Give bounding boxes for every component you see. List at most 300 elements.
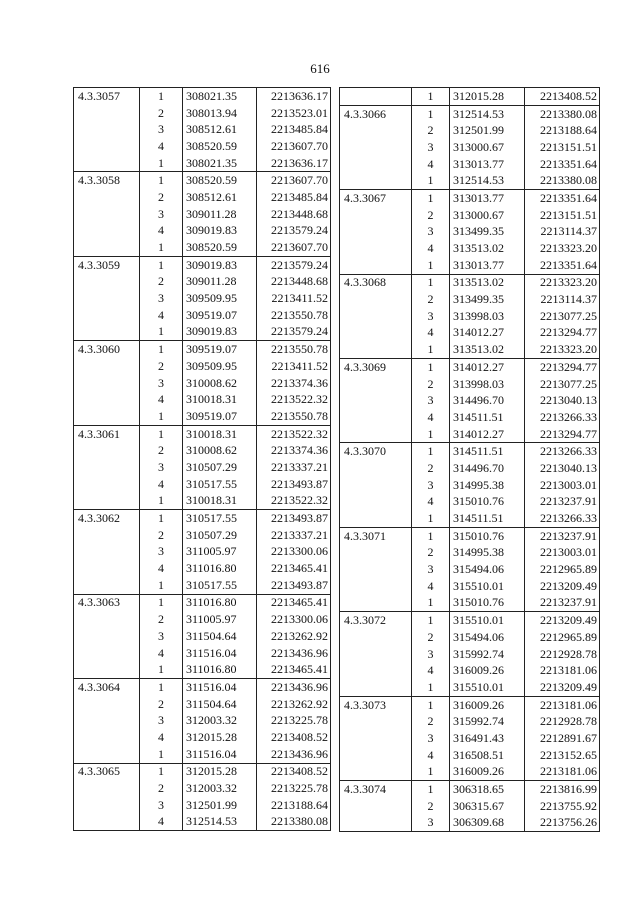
point-index: 2 — [140, 442, 183, 459]
coordinate-row — [340, 510, 600, 527]
x-coordinate: 315510.01 — [450, 612, 525, 629]
page-number: 616 — [310, 61, 330, 76]
x-coordinate: 316491.43 — [450, 730, 525, 747]
point-index: 2 — [412, 291, 450, 308]
y-coordinate: 2213493.87 — [257, 577, 331, 594]
parcel-id: 4.3.3071 — [340, 527, 412, 544]
point-index: 1 — [412, 527, 450, 544]
coordinate-row — [340, 105, 600, 122]
x-coordinate: 311516.04 — [183, 679, 257, 696]
coordinate-row — [340, 662, 600, 679]
coordinate-row — [74, 307, 331, 324]
point-index: 2 — [412, 207, 450, 224]
parcel-id — [74, 459, 140, 476]
y-coordinate: 2213040.13 — [525, 460, 600, 477]
parcel-id — [74, 544, 140, 561]
point-index: 2 — [412, 629, 450, 646]
y-coordinate: 2213266.33 — [525, 409, 600, 426]
parcel-id — [340, 545, 412, 562]
parcel-id — [74, 121, 140, 138]
y-coordinate: 2213448.68 — [257, 206, 331, 223]
parcel-id: 4.3.3063 — [74, 594, 140, 611]
y-coordinate: 2213188.64 — [257, 797, 331, 814]
x-coordinate: 314995.38 — [450, 477, 525, 494]
y-coordinate: 2213380.08 — [257, 814, 331, 831]
parcel-id — [340, 172, 412, 189]
x-coordinate: 309011.28 — [183, 206, 257, 223]
parcel-id — [340, 224, 412, 241]
x-coordinate: 315494.06 — [450, 561, 525, 578]
coordinate-row — [74, 746, 331, 763]
x-coordinate: 316009.26 — [450, 662, 525, 679]
parcel-id — [74, 729, 140, 746]
coordinate-row — [74, 679, 331, 696]
y-coordinate: 2213465.41 — [257, 594, 331, 611]
point-index: 3 — [412, 730, 450, 747]
point-index: 3 — [140, 544, 183, 561]
x-coordinate: 315494.06 — [450, 629, 525, 646]
point-index: 2 — [140, 358, 183, 375]
y-coordinate: 2213636.17 — [257, 88, 331, 105]
coordinate-row — [74, 341, 331, 358]
parcel-id: 4.3.3066 — [340, 105, 412, 122]
coordinate-row — [74, 628, 331, 645]
coordinate-row — [74, 560, 331, 577]
coordinate-row — [340, 426, 600, 443]
y-coordinate: 2213408.52 — [525, 88, 600, 106]
parcel-id — [340, 376, 412, 393]
x-coordinate: 309509.95 — [183, 358, 257, 375]
point-index: 3 — [140, 628, 183, 645]
parcel-id — [340, 392, 412, 409]
parcel-id — [340, 156, 412, 173]
parcel-id: 4.3.3065 — [74, 763, 140, 780]
coordinate-row — [340, 781, 600, 798]
coordinate-row — [74, 442, 331, 459]
parcel-id — [74, 527, 140, 544]
x-coordinate: 312003.32 — [183, 712, 257, 729]
parcel-id — [340, 747, 412, 764]
coordinate-row — [74, 425, 331, 442]
x-coordinate: 311504.64 — [183, 696, 257, 713]
y-coordinate: 2213337.21 — [257, 527, 331, 544]
point-index: 4 — [412, 747, 450, 764]
y-coordinate: 2213114.37 — [525, 291, 600, 308]
point-index: 1 — [140, 661, 183, 678]
y-coordinate: 2213262.92 — [257, 696, 331, 713]
x-coordinate: 309509.95 — [183, 290, 257, 307]
coordinate-row — [74, 797, 331, 814]
point-index: 4 — [140, 814, 183, 831]
x-coordinate: 315010.76 — [450, 527, 525, 544]
parcel-id — [74, 290, 140, 307]
point-index: 4 — [140, 223, 183, 240]
y-coordinate: 2213550.78 — [257, 408, 331, 425]
y-coordinate: 2213077.25 — [525, 308, 600, 325]
parcel-id — [340, 409, 412, 426]
x-coordinate: 311005.97 — [183, 611, 257, 628]
y-coordinate: 2213209.49 — [525, 679, 600, 696]
point-index: 4 — [140, 729, 183, 746]
parcel-id — [74, 560, 140, 577]
x-coordinate: 310507.29 — [183, 527, 257, 544]
parcel-id — [74, 577, 140, 594]
x-coordinate: 313513.02 — [450, 274, 525, 291]
coordinate-row — [340, 325, 600, 342]
parcel-id — [340, 257, 412, 274]
coordinate-row — [340, 747, 600, 764]
y-coordinate: 2213181.06 — [525, 662, 600, 679]
x-coordinate: 315510.01 — [450, 578, 525, 595]
x-coordinate: 310008.62 — [183, 375, 257, 392]
y-coordinate: 2213411.52 — [257, 290, 331, 307]
point-index: 1 — [412, 696, 450, 713]
x-coordinate: 316508.51 — [450, 747, 525, 764]
y-coordinate: 2213294.77 — [525, 359, 600, 376]
y-coordinate: 2213579.24 — [257, 256, 331, 273]
y-coordinate: 2213380.08 — [525, 105, 600, 122]
point-index: 4 — [140, 307, 183, 324]
coordinate-row — [340, 545, 600, 562]
point-index: 1 — [140, 408, 183, 425]
x-coordinate: 312501.99 — [183, 797, 257, 814]
point-index: 2 — [140, 527, 183, 544]
x-coordinate: 313013.77 — [450, 156, 525, 173]
x-coordinate: 306318.65 — [450, 781, 525, 798]
point-index: 2 — [140, 696, 183, 713]
y-coordinate: 2213374.36 — [257, 442, 331, 459]
y-coordinate: 2213300.06 — [257, 544, 331, 561]
point-index: 1 — [412, 426, 450, 443]
coordinate-row — [340, 257, 600, 274]
y-coordinate: 2213493.87 — [257, 510, 331, 527]
point-index: 4 — [140, 645, 183, 662]
point-index: 1 — [140, 594, 183, 611]
x-coordinate: 314511.51 — [450, 510, 525, 527]
y-coordinate: 2213300.06 — [257, 611, 331, 628]
coordinate-row — [74, 763, 331, 780]
point-index: 1 — [140, 679, 183, 696]
parcel-id — [340, 595, 412, 612]
x-coordinate: 312514.53 — [450, 105, 525, 122]
y-coordinate: 2213181.06 — [525, 696, 600, 713]
coordinate-row — [74, 814, 331, 831]
point-index: 1 — [412, 88, 450, 106]
x-coordinate: 313513.02 — [450, 341, 525, 358]
coordinate-row — [74, 391, 331, 408]
y-coordinate: 2213209.49 — [525, 578, 600, 595]
parcel-id — [340, 561, 412, 578]
point-index: 2 — [412, 376, 450, 393]
coordinate-row — [340, 713, 600, 730]
y-coordinate: 2213607.70 — [257, 239, 331, 256]
coordinate-row — [74, 729, 331, 746]
point-index: 3 — [412, 815, 450, 832]
parcel-id — [74, 493, 140, 510]
x-coordinate: 311504.64 — [183, 628, 257, 645]
parcel-id — [340, 426, 412, 443]
y-coordinate: 2213465.41 — [257, 560, 331, 577]
y-coordinate: 2213374.36 — [257, 375, 331, 392]
y-coordinate: 2213550.78 — [257, 307, 331, 324]
coordinate-row — [74, 256, 331, 273]
x-coordinate: 310517.55 — [183, 476, 257, 493]
parcel-id — [340, 662, 412, 679]
coordinate-row — [340, 815, 600, 832]
parcel-id — [74, 746, 140, 763]
x-coordinate: 309519.07 — [183, 341, 257, 358]
coordinate-row — [74, 544, 331, 561]
y-coordinate: 2212965.89 — [525, 561, 600, 578]
coordinate-row — [340, 207, 600, 224]
point-index: 1 — [140, 155, 183, 172]
x-coordinate: 310018.31 — [183, 493, 257, 510]
parcel-id — [74, 189, 140, 206]
point-index: 2 — [140, 611, 183, 628]
parcel-id: 4.3.3059 — [74, 256, 140, 273]
parcel-id — [340, 207, 412, 224]
coordinate-row — [74, 189, 331, 206]
point-index: 1 — [140, 746, 183, 763]
x-coordinate: 310018.31 — [183, 425, 257, 442]
y-coordinate: 2213294.77 — [525, 325, 600, 342]
parcel-id — [340, 578, 412, 595]
coordinate-row — [340, 460, 600, 477]
point-index: 1 — [412, 105, 450, 122]
x-coordinate: 314496.70 — [450, 392, 525, 409]
parcel-id — [340, 679, 412, 696]
y-coordinate: 2213493.87 — [257, 476, 331, 493]
coordinate-row — [74, 780, 331, 797]
x-coordinate: 308021.35 — [183, 88, 257, 105]
y-coordinate: 2213522.32 — [257, 391, 331, 408]
point-index: 1 — [412, 679, 450, 696]
parcel-id — [74, 814, 140, 831]
parcel-id: 4.3.3073 — [340, 696, 412, 713]
x-coordinate: 313998.03 — [450, 376, 525, 393]
parcel-id — [74, 307, 140, 324]
y-coordinate: 2213607.70 — [257, 138, 331, 155]
parcel-id — [74, 138, 140, 155]
y-coordinate: 2213522.32 — [257, 425, 331, 442]
parcel-id — [340, 477, 412, 494]
x-coordinate: 311005.97 — [183, 544, 257, 561]
point-index: 3 — [140, 375, 183, 392]
coordinate-row — [340, 308, 600, 325]
coordinate-row — [340, 409, 600, 426]
x-coordinate: 309519.07 — [183, 408, 257, 425]
parcel-id: 4.3.3068 — [340, 274, 412, 291]
x-coordinate: 311516.04 — [183, 746, 257, 763]
x-coordinate: 308520.59 — [183, 172, 257, 189]
x-coordinate: 313000.67 — [450, 139, 525, 156]
x-coordinate: 311016.80 — [183, 560, 257, 577]
parcel-id — [74, 628, 140, 645]
point-index: 3 — [140, 712, 183, 729]
coordinate-row — [74, 493, 331, 510]
coordinate-row — [74, 527, 331, 544]
y-coordinate: 2213579.24 — [257, 223, 331, 240]
point-index: 4 — [412, 156, 450, 173]
x-coordinate: 316009.26 — [450, 696, 525, 713]
coordinate-row — [340, 224, 600, 241]
x-coordinate: 308520.59 — [183, 138, 257, 155]
parcel-id — [74, 206, 140, 223]
point-index: 2 — [140, 274, 183, 291]
y-coordinate: 2213579.24 — [257, 324, 331, 341]
x-coordinate: 315992.74 — [450, 646, 525, 663]
x-coordinate: 313998.03 — [450, 308, 525, 325]
y-coordinate: 2213756.26 — [525, 815, 600, 832]
parcel-id — [340, 308, 412, 325]
point-index: 1 — [412, 781, 450, 798]
point-index: 4 — [412, 325, 450, 342]
x-coordinate: 313013.77 — [450, 257, 525, 274]
x-coordinate: 315510.01 — [450, 679, 525, 696]
x-coordinate: 306309.68 — [450, 815, 525, 832]
y-coordinate: 2213408.52 — [257, 763, 331, 780]
point-index: 1 — [140, 425, 183, 442]
y-coordinate: 2212965.89 — [525, 629, 600, 646]
point-index: 3 — [412, 308, 450, 325]
parcel-id: 4.3.3070 — [340, 443, 412, 460]
coordinate-row — [340, 612, 600, 629]
point-index: 1 — [140, 256, 183, 273]
y-coordinate: 2213607.70 — [257, 172, 331, 189]
y-coordinate: 2213237.91 — [525, 494, 600, 511]
x-coordinate: 315010.76 — [450, 595, 525, 612]
y-coordinate: 2213337.21 — [257, 459, 331, 476]
point-index: 3 — [412, 139, 450, 156]
point-index: 4 — [140, 138, 183, 155]
coordinate-row — [74, 510, 331, 527]
point-index: 1 — [412, 443, 450, 460]
y-coordinate: 2213152.65 — [525, 747, 600, 764]
point-index: 1 — [412, 510, 450, 527]
y-coordinate: 2213266.33 — [525, 443, 600, 460]
coordinate-row — [74, 223, 331, 240]
x-coordinate: 309519.07 — [183, 307, 257, 324]
coordinate-row — [74, 274, 331, 291]
coordinate-row — [340, 494, 600, 511]
x-coordinate: 314995.38 — [450, 545, 525, 562]
parcel-id — [340, 240, 412, 257]
coordinate-row — [340, 629, 600, 646]
point-index: 1 — [140, 510, 183, 527]
parcel-id — [74, 358, 140, 375]
x-coordinate: 314511.51 — [450, 443, 525, 460]
point-index: 1 — [140, 239, 183, 256]
y-coordinate: 2212891.67 — [525, 730, 600, 747]
point-index: 3 — [412, 477, 450, 494]
parcel-id: 4.3.3069 — [340, 359, 412, 376]
point-index: 3 — [412, 646, 450, 663]
coordinate-row — [340, 190, 600, 207]
y-coordinate: 2213003.01 — [525, 545, 600, 562]
y-coordinate: 2213188.64 — [525, 122, 600, 139]
coordinate-row — [340, 595, 600, 612]
y-coordinate: 2213485.84 — [257, 121, 331, 138]
x-coordinate: 310517.55 — [183, 510, 257, 527]
x-coordinate: 314012.27 — [450, 325, 525, 342]
y-coordinate: 2212928.78 — [525, 646, 600, 663]
y-coordinate: 2213522.32 — [257, 493, 331, 510]
y-coordinate: 2213351.64 — [525, 156, 600, 173]
point-index: 3 — [412, 392, 450, 409]
coordinate-row — [340, 578, 600, 595]
coordinate-row — [340, 88, 600, 106]
parcel-id — [74, 712, 140, 729]
coordinate-row — [340, 527, 600, 544]
coordinate-row — [74, 594, 331, 611]
point-index: 3 — [412, 561, 450, 578]
x-coordinate: 309019.83 — [183, 324, 257, 341]
coordinate-row — [340, 443, 600, 460]
coordinate-row — [340, 696, 600, 713]
y-coordinate: 2213225.78 — [257, 712, 331, 729]
x-coordinate: 311516.04 — [183, 645, 257, 662]
x-coordinate: 312015.28 — [450, 88, 525, 106]
coordinate-row — [74, 121, 331, 138]
x-coordinate: 308512.61 — [183, 121, 257, 138]
point-index: 1 — [412, 257, 450, 274]
parcel-id — [74, 274, 140, 291]
coordinate-row — [74, 358, 331, 375]
coordinate-row — [74, 476, 331, 493]
parcel-id — [340, 341, 412, 358]
point-index: 1 — [412, 172, 450, 189]
point-index: 1 — [140, 493, 183, 510]
y-coordinate: 2213237.91 — [525, 595, 600, 612]
parcel-id: 4.3.3058 — [74, 172, 140, 189]
x-coordinate: 316009.26 — [450, 764, 525, 781]
y-coordinate: 2213266.33 — [525, 510, 600, 527]
point-index: 4 — [140, 560, 183, 577]
y-coordinate: 2213436.96 — [257, 679, 331, 696]
point-index: 4 — [140, 391, 183, 408]
x-coordinate: 311016.80 — [183, 661, 257, 678]
parcel-id — [74, 239, 140, 256]
coordinates-table-right — [339, 87, 600, 832]
point-index: 2 — [140, 189, 183, 206]
parcel-id — [74, 780, 140, 797]
coordinate-row — [74, 290, 331, 307]
y-coordinate: 2213323.20 — [525, 341, 600, 358]
y-coordinate: 2213523.01 — [257, 105, 331, 122]
parcel-id: 4.3.3062 — [74, 510, 140, 527]
x-coordinate: 314012.27 — [450, 426, 525, 443]
parcel-id: 4.3.3060 — [74, 341, 140, 358]
coordinate-row — [74, 155, 331, 172]
point-index: 4 — [412, 578, 450, 595]
y-coordinate: 2213816.99 — [525, 781, 600, 798]
point-index: 1 — [412, 274, 450, 291]
coordinate-row — [74, 611, 331, 628]
y-coordinate: 2213351.64 — [525, 190, 600, 207]
x-coordinate: 311016.80 — [183, 594, 257, 611]
coordinate-row — [340, 679, 600, 696]
coordinate-row — [74, 408, 331, 425]
parcel-id: 4.3.3057 — [74, 88, 140, 105]
coordinate-row — [74, 375, 331, 392]
coordinates-table-left — [73, 87, 331, 831]
point-index: 1 — [140, 324, 183, 341]
point-index: 3 — [140, 459, 183, 476]
coordinate-row — [340, 122, 600, 139]
y-coordinate: 2213262.92 — [257, 628, 331, 645]
x-coordinate: 313013.77 — [450, 190, 525, 207]
x-coordinate: 309019.83 — [183, 223, 257, 240]
